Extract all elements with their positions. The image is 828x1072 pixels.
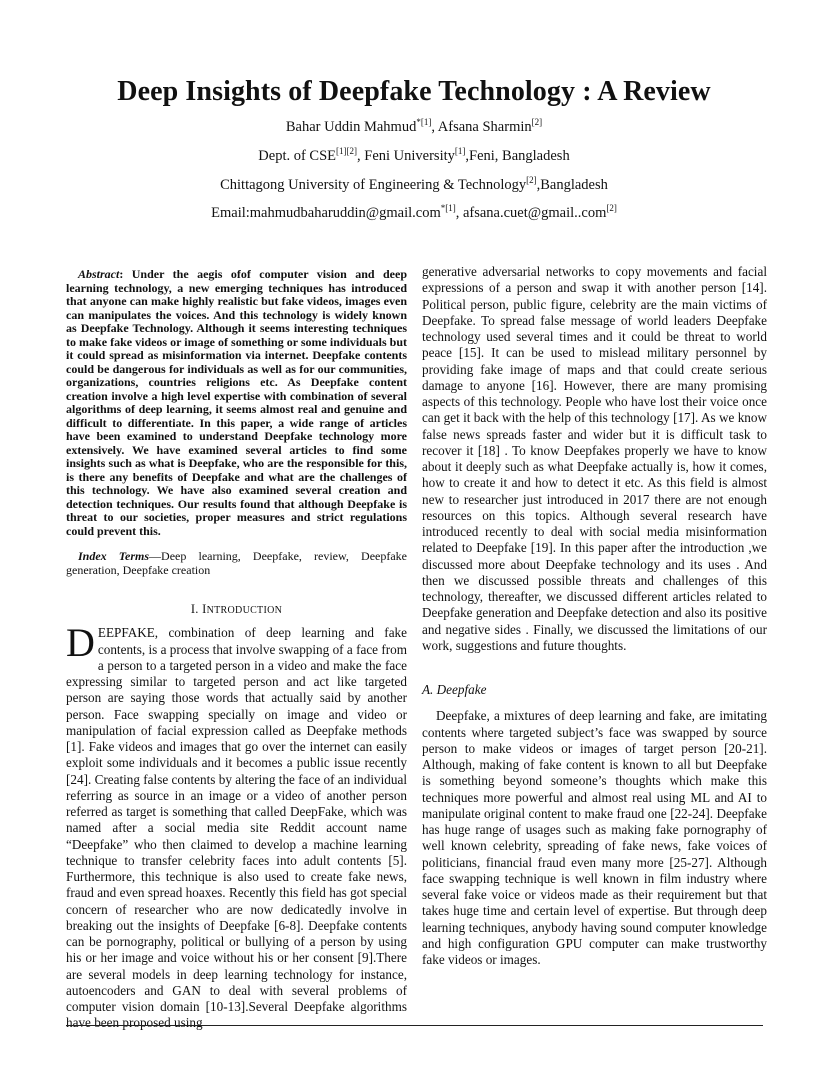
email-1-mark: *[1] bbox=[440, 203, 456, 213]
email-2-mark: [2] bbox=[606, 203, 617, 213]
section-title-rest: NTRODUCTION bbox=[206, 605, 283, 616]
right-paragraph-1: generative adversarial networks to copy movements and facial expressions of a person and swap it with another person [14]. Political person, public figure, celebrity are the main victims of Deepfake. To spread false message of world leaders Deepfake technology used several times and it could be threat to world peace [15]. It can be used to mislead military personnel by providing fake image of maps and that could create serious damage to anyone [16]. However, there are many promising aspects of this technology. People who have lost their voice once can get it back with the help of this technology [17]. As we know false news spreads faster and wider but it is difficult task to recover it [18] . To know Deepfakes properly we have to know about it deeply such as what Deepfake actually is, how it comes, how to create it and how to detect it etc. As this field is almost new to researcher just introduced in 2017 there are not enough resources on this topics. Although several research have introduced recently to deal with social media misinformation related to Deepfake [19]. In this paper after the introduction ,we discussed more about Deepfake technology and its uses . And then we discussed possible threats and challenges of this technology, thereafter, we discussed different articles related to Deepfake generation and Deepfake detection and also its positive and negative sides . Finally, we discussed the limitations of our work, suggestions and future thoughts. bbox=[422, 264, 767, 653]
footer-rule bbox=[66, 1025, 763, 1026]
introduction-paragraph bbox=[66, 620, 407, 1031]
email-2: , afsana.cuet@gmail..com bbox=[455, 204, 607, 221]
abstract bbox=[66, 268, 407, 538]
author-2-mark: [2] bbox=[531, 117, 543, 127]
email-1: Email:mahmudbaharuddin@gmail.com bbox=[211, 204, 441, 221]
affiliation-line-1 bbox=[0, 146, 828, 165]
section-heading-introduction bbox=[66, 601, 407, 619]
author-1-mark: *[1] bbox=[416, 117, 432, 127]
affiliation-2-location: ,Bangladesh bbox=[536, 176, 608, 193]
affiliation-1-location: ,Feni, Bangladesh bbox=[465, 147, 570, 164]
right-paragraph-2: Deepfake, a mixtures of deep learning and fake, are imitating contents where targeted subject’s face was swapped by source person to make videos or images of target person [20-21]. Although, making of fake content is known to all but Deepfake is something beyond someone’s thoughts which make this techniques more powerful and almost real using ML and AI to manipulate original content to make fraud one [22-24]. Deepfake has huge range of usages such as making fake pornography of well known celebrity, spreading of fake news, fake voices of politicians, financial fraud even many more [25-27]. Although face swapping technique is well known in film industry where several fake voice or videos made as their requirement but that takes huge time and certain level of expertise. But through deep learning techniques, anybody having sound computer knowledge and high configuration GPU computer can make trustworthy fake videos or images. bbox=[422, 708, 767, 967]
index-terms bbox=[66, 550, 407, 577]
affiliation-2-mark: [2] bbox=[526, 175, 537, 185]
abstract-label: Abstract bbox=[78, 267, 120, 281]
index-terms-label: Index Terms bbox=[78, 549, 150, 563]
email-line bbox=[0, 203, 828, 222]
drop-cap: D bbox=[66, 620, 95, 666]
section-number: I. bbox=[190, 602, 203, 616]
author-separator: , bbox=[431, 118, 438, 135]
index-terms-text: —Deep learning, Deepfake, review, Deepfake generation, Deepfake creation bbox=[66, 549, 407, 577]
subsection-heading-deepfake: A. Deepfake bbox=[422, 682, 487, 697]
author-1: Bahar Uddin Mahmud bbox=[285, 118, 417, 135]
affiliation-1-dept: Dept. of CSE bbox=[258, 147, 337, 164]
authors-line bbox=[0, 117, 828, 136]
affiliation-1-university: , Feni University bbox=[357, 147, 455, 164]
introduction-text: EEPFAKE, combination of deep learning and fake contents, is a process that involve swapping of a face from a person to a targeted person in a video and make the face expressing similar to targeted person and act like targeted person are saying those words that actually said by another person. Face swapping specially on image and video or manipulation of facial expression called as Deepfake methods [1]. Fake videos and images that go over the internet can easily exploit some individuals and it becomes a public issue recently [24]. Creating false contents by altering the face of an individual referring as source in an image or a video of another person referred as target is something that called DeepFake, which was named after a social media site Reddit account name “Deepfake” who then claimed to develop a machine learning technique to transfer celebrity faces into adult contents [5]. Furthermore, this technique is also used to create fake news, fraud and even spread hoaxes. Recently this field has got special concern of researcher who are now dedicatedly involve in breaking out the insights of Deepfake [6-8]. Deepfake contents can be pornography, political or bullying of a person by using his or her image and voice without his or her consent [9].There are several models in deep learning technology for instance, autoencoders and GAN to deal with several problems of computer vision domain [10-13].Several Deepfake algorithms have been proposed using bbox=[66, 625, 407, 1031]
affiliation-2-university: Chittagong University of Engineering & Technology bbox=[220, 176, 527, 193]
right-column bbox=[422, 264, 767, 968]
paper-title: Deep Insights of Deepfake Technology : A Review bbox=[117, 76, 711, 107]
affiliation-1-mark-a: [1][2] bbox=[336, 146, 358, 156]
abstract-text: : Under the aegis ofof computer vision and deep learning technology, a new emerging techniques has introduced that anyone can make highly realistic but fake videos, images even can manipulates the voices. And this technology is widely known as Deepfake Technology. Although it seems interesting techniques to make fake videos or image of something or some individuals but it could spread as misinformation via internet. Deepfake contents could be dangerous for individuals as well as for our communities, organizations, countries religions etc. As Deepfake content creation involve a high level expertise with combination of several algorithms of deep learning, it seems almost real and genuine and difficult to differentiate. In this paper, a wide range of articles have been examined to understand Deepfake technology more extensively. We have examined several articles to find some insights such as what is Deepfake, who are the responsible for this, is there any benefits of Deepfake and what are the challenges of this technology. We have also examined several creation and detection techniques. Our results found that although Deepfake is threat to our societies, proper measures and strict regulations could prevent this. bbox=[66, 267, 407, 538]
left-column bbox=[66, 268, 407, 1032]
affiliation-1-mark-b: [1] bbox=[454, 146, 466, 156]
section-title-initial: I bbox=[202, 602, 207, 616]
affiliation-line-2 bbox=[0, 175, 828, 194]
author-2: Afsana Sharmin bbox=[437, 118, 532, 135]
